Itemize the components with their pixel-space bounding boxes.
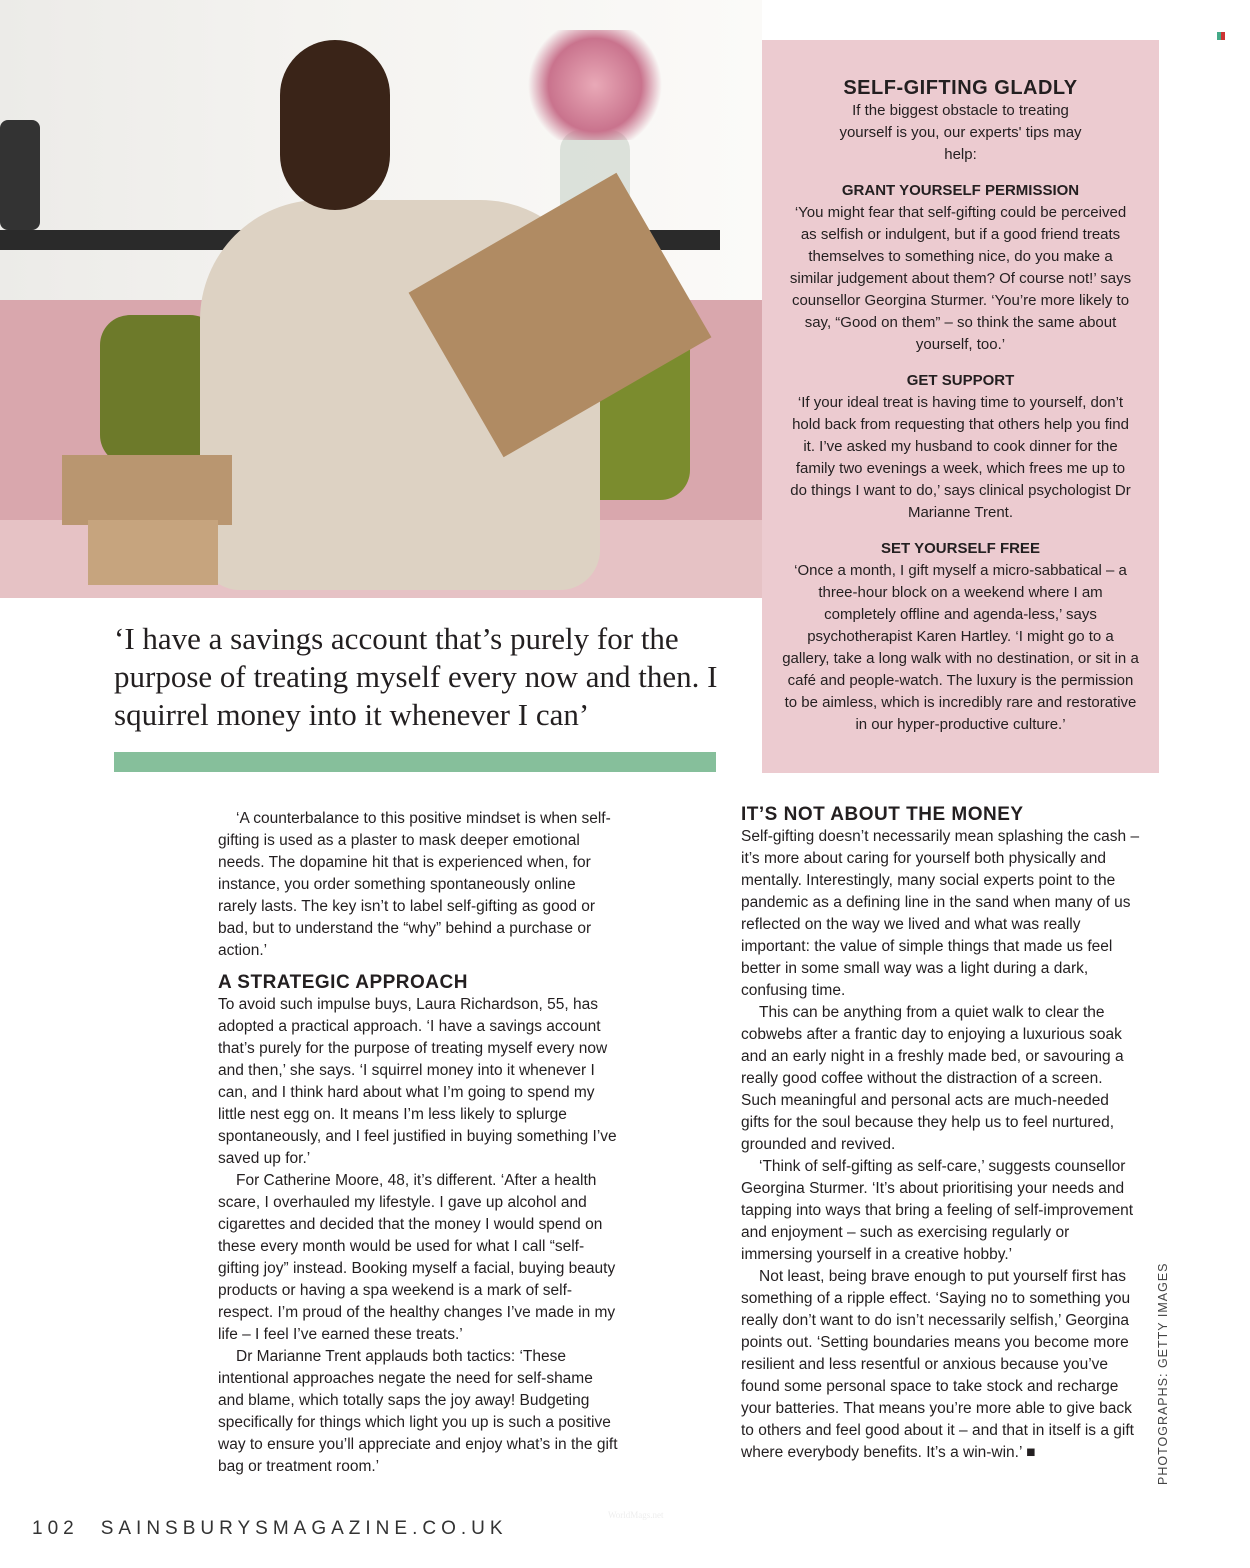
sidebar-text: ‘If your ideal treat is having time to yourself, don’t hold back from requesting that others help you find it. I’ve asked my husband to cook dinner for the family two evenings a week, which frees me up to do things I want to do,’ says clinical psychologist Dr Marianne Trent. [790,394,1131,521]
section-heading: IT’S NOT ABOUT THE MONEY [741,804,1024,825]
right-column [741,796,1141,1464]
pull-quote: ‘I have a savings account that’s purely for the purpose of treating myself every now and then. I squirrel money into it whenever I can’ [114,621,718,732]
body-paragraph: Not least, being brave enough to put yourself first has something of a ripple effect. ‘Saying no to something you really don’t want to do isn’t necessarily selfish,’ Georgina points out. ‘Setting boundaries means you become more resilient and less resentful or anxious because you’ve found some personal space to take stock and recharge your batteries. That means you’re more able to give back to others and feel good about it – and that in itself is a gift where everybody benefits. It’s a win-win.’ ■ [741,1268,1134,1461]
body-paragraph: ‘A counterbalance to this positive mindset is when self-gifting is used as a plaster to mask deeper emotional needs. The dopamine hit that is experienced when, for instance, you order something spontaneously online rarely lasts. The key isn’t to label self-gifting as good or bad, but to understand the “why” behind a purchase or action.’ [218,810,611,959]
sidebar-heading: GET SUPPORT [906,372,1015,389]
body-paragraph: This can be anything from a quiet walk to clear the cobwebs after a frantic day to enjoying a luxurious soak and an early night in a freshly made bed, or savouring a really good coffee without the distraction of a screen. Such meaningful and personal acts are much-needed gifts for the soul because they help us to feel nurtured, grounded and revived. [741,1004,1124,1153]
sidebar-heading: GRANT YOURSELF PERMISSION [841,182,1080,199]
photo-credit: PHOTOGRAPHS: GETTY IMAGES [1156,1262,1170,1485]
page-number: 102 [32,1518,79,1539]
sidebar-heading: SET YOURSELF FREE [881,540,1040,557]
sidebar-text: ‘Once a month, I gift myself a micro-sabbatical – a three-hour block on a weekend where I am completely offline and agenda-less,’ says psychotherapist Karen Hartley. ‘I might go to a gallery, take a long walk with no destination, or sit in a café and people-watch. The luxury is the permission to be aimless, which is incredibly rare and restorative in our hyper-productive culture.’ [782,562,1139,733]
body-paragraph: ‘Think of self-gifting as self-care,’ suggests counsellor Georgina Sturmer. ‘It’s about prioritising your needs and tapping into ways that bring a feeling of self-improvement and enjoyment – such as exercising regularly or immersing yourself in a creative hobby.’ [741,1158,1134,1263]
sidebar-title: SELF-GIFTING GLADLY [843,77,1078,99]
body-paragraph: Self-gifting doesn’t necessarily mean splashing the cash – it’s more about caring for yourself both physically and mentally. Interestingly, many social experts point to the pandemic as a defining line in the sand when many of us reflected on the way we lived and what was really important: the value of simple things that made us feel better in some small way was a light during a dark, confusing time. [741,828,1140,999]
decorative-bar [114,752,716,772]
section-heading: A STRATEGIC APPROACH [218,972,468,993]
body-paragraph: To avoid such impulse buys, Laura Richardson, 55, has adopted a practical approach. ‘I have a savings account that’s purely for the purpose of treating myself every now and then,’ she says. ‘I squirrel money into it whenever I can, and I think hard about what I’m going to spend my little nest egg on. It means I’m less likely to splurge spontaneously, and I feel justified in buying something I’ve saved up for.’ [218,996,617,1167]
hero-photo [0,0,762,598]
tips-sidebar [762,40,1159,773]
body-paragraph: Dr Marianne Trent applauds both tactics: ‘These intentional approaches negate the need for self-shame and blame, which totally saps the joy away! Budgeting specifically for things which light you up is such a positive way to ensure you’ll appreciate and enjoy what’s in the gift bag or treatment room.’ [218,1348,618,1475]
color-registration-mark [1217,32,1225,40]
page-footer [32,1518,530,1540]
watermark: WorldMags.net [608,1510,664,1520]
website-link[interactable]: SAINSBURYSMAGAZINE.CO.UK [100,1518,508,1539]
sidebar-intro: If the biggest obstacle to treating yourself is you, our experts' tips may help: [839,102,1082,163]
sidebar-text: ‘You might fear that self-gifting could be perceived as selfish or indulgent, but if a good friend treats themselves to something nice, do you make a similar judgement about them? Of course not!’ says counsellor Georgina Sturmer. ‘You’re more likely to say, “Good on them” – so think the same about yourself, too.’ [789,204,1132,353]
left-column [218,808,618,1478]
body-paragraph: For Catherine Moore, 48, it’s different. ‘After a health scare, I overhauled my lifestyle. I gave up alcohol and cigarettes and decided that the money I would spend on these every month would be used for what I call “self-gifting joy” instead. Booking myself a facial, buying beauty products or having a spa weekend is a mark of self-respect. I’m proud of the healthy changes I’ve made in my life – I feel I’ve earned these treats.’ [218,1172,616,1343]
